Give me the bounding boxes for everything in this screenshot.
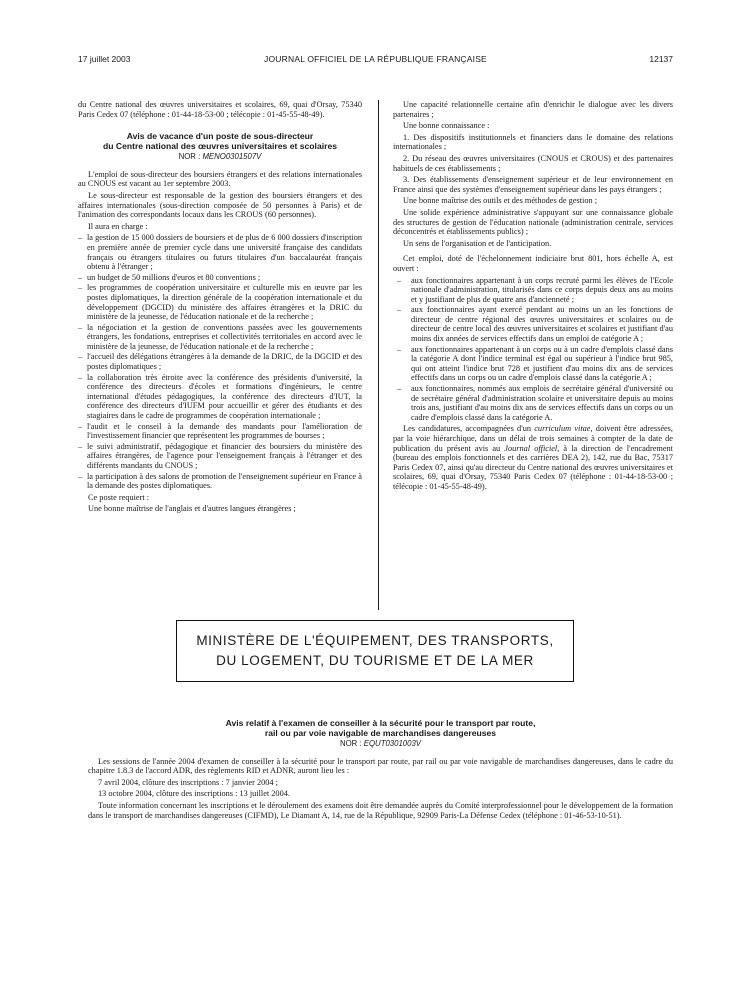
list-item: – un budget de 50 millions d'euros et 80 conventions ; [78,273,362,283]
right-column [393,100,673,494]
list-item: – aux fonctionnaires, nommés aux emplois de secrétaire général d'université ou de secrétaire général d'administration scolaire et universitaire depuis au moins trois ans, justifiant d'au moins dix ans de services effectifs dans un corps ou un cadre d'emplois classé dans la catégorie A. [397,384,673,422]
paragraph: 13 octobre 2004, clôture des inscriptions : 13 juillet 2004. [98,789,290,799]
ministry-line-1: MINISTÈRE DE L'ÉQUIPEMENT, DES TRANSPORTS, [196,633,554,648]
paragraph: 1. Des dispositifs institutionnels et financiers dans le domaine des relations internationales ; [393,132,673,152]
paragraph: 2. Du réseau des œuvres universitaires (CNOUS et CROUS) et des partenaires habituels de ces établissements ; [393,153,673,173]
duties-list [78,233,362,490]
nor-value: MENO0301507V [202,152,262,162]
eligibility-list [393,276,673,423]
avis-title-line-1: Avis relatif à l'examen de conseiller à la sécurité pour le transport par route, [225,718,536,728]
nor-reference [78,152,362,162]
paragraph: 7 avril 2004, clôture des inscriptions : 7 janvier 2004 ; [98,777,278,787]
paragraph: L'emploi de sous-directeur des boursiers étrangers et des relations internationales au CNOUS est vacant au 1er septembre 2003. [78,169,362,189]
text-run: Les candidatures, accompagnées d'un [403,424,535,434]
list-item: – la collaboration très étroite avec la conférence des présidents d'université, la conférence des directeurs d'écoles et formations d'ingénieurs, le centre international d'études pédagogiques, la conférence des directeurs d'IUT, la conférence des directeurs d'IUFM pour accueillir et gérer des étudiants et des stagiaires dans le cadre de programmes de coopération internationale ; [78,373,362,421]
ministry-heading-box [176,620,574,682]
nor-reference [88,739,673,749]
avis-title [88,718,673,738]
paragraph: Il aura en charge : [88,221,148,231]
list-item: – l'audit et le conseil à la demande des mandants pour l'amélioration de l'investissement financier que représentent les programmes de bourses ; [78,422,362,441]
list-item: – les programmes de coopération universitaire et culturelle mis en œuvre par les postes diplomatiques, la direction générale de la coopération internationale et du développement (DGCID) du ministère des affaires étrangères et la DRIC du ministère de la jeunesse, de l'éducation nationale et de la recherche ; [78,283,362,321]
journal-title: JOURNAL OFFICIEL DE LA RÉPUBLIQUE FRANÇAISE [264,54,487,64]
paragraph: Le sous-directeur est responsable de la gestion des boursiers étrangers et des affaires internationales (sous-direction composée de 50 personnes à Paris) et de l'animation des correspondants locaux dans les CROUS (60 personnes). [78,190,362,220]
paragraph: Toute information concernant les inscriptions et le déroulement des examens doit être demandée auprès du Comité interprofessionnel pour le développement de la formation dans le transport de marchandises dangereuses (CIFMD), Le Diamant A, 14, rue de la République, 92909 Paris-La Défense Cedex (téléphone : 01-46-53-10-51). [88,800,673,820]
publication-date: 17 juillet 2003 [78,54,131,64]
paragraph: Une solide expérience administrative s'appuyant sur une connaissance globale des structures de gestion de l'éducation nationale (administration centrale, services déconcentrés et établissements publics) ; [393,207,673,237]
text-run: , doivent être adressées, par la voie hiérarchique, dans un délai de trois semaines à compter de la date de publication du présent avis au [393,424,673,453]
list-item: – l'accueil des délégations étrangères à la demande de la DRIC, de la DGCID et des postes diplomatiques ; [78,352,362,371]
applications-paragraph [393,424,673,491]
paragraph: 3. Des établissements d'enseignement supérieur et de leur environnement en France ainsi que des systèmes d'enseignement supérieur dans les pays étrangers ; [393,175,673,194]
page-number: 12137 [649,54,673,64]
list-item: – la négociation et la gestion de conventions passées avec les gouvernements étrangers, les fondations, entreprises et collectivités territoriales en accord avec le ministère de la jeunesse, de l'éducation nationale et de la recherche ; [78,323,362,352]
paragraph: Une bonne maîtrise des outils et des méthodes de gestion ; [403,196,598,206]
list-item: – aux fonctionnaires appartenant à un corps ou à un cadre d'emplois classé dans la catégorie A dont l'indice terminal est égal ou supérieur à l'indice brut 985, qui ont atteint l'indice brut 728 et justifient d'au moins dix ans de services effectifs dans un corps ou un cadre d'emplois classé dans la catégorie A ; [397,345,673,383]
intro-paragraph: du Centre national des œuvres universitaires et scolaires, 69, quai d'Orsay, 75340 Paris Cedex 07 (téléphone : 01-44-18-53-00 ; télécopie : 01-45-55-48-49). [78,100,362,119]
list-item: – aux fonctionnaires appartenant à un corps recruté parmi les élèves de l'Ecole nationale d'administration, titularisés dans ce corps depuis deux ans au moins et y justifiant de plus de quatre ans d'ancienneté ; [397,276,673,305]
paragraph: Une bonne maîtrise de l'anglais et d'autres langues étrangères ; [88,504,296,514]
list-item: – la gestion de 15 000 dossiers de boursiers et de plus de 6 000 dossiers d'inscription en première année de premier cycle dans une université française des candidats français ou étrangers titulaires ou futurs titulaires d'un baccalauréat français obtenu à l'étranger ; [78,233,362,271]
paragraph: Une bonne connaissance : [403,121,490,131]
bottom-section [88,718,673,822]
ministry-line-2: DU LOGEMENT, DU TOURISME ET DE LA MER [216,653,534,668]
paragraph: Une capacité relationnelle certaine afin d'enrichir le dialogue avec les divers partenaires ; [393,100,673,119]
list-item: – aux fonctionnaires ayant exercé pendant au moins un an les fonctions de directeur de centre régional des œuvres universitaires et scolaires ou de directeur de centre local des œuvres universitaires et scolaires et justifiant d'au moins dix années de services effectifs dans un emploi de catégorie A ; [397,305,673,343]
column-divider [378,100,379,610]
avis-title-line-2: rail ou par voie navigable de marchandises dangereuses [264,728,497,738]
paragraph: Cet emploi, doté de l'échelonnement indiciaire brut 801, hors échelle A, est ouvert : [393,254,673,273]
text-run-italic: Journal officiel [504,443,558,453]
text-run-italic: curriculum vitae [534,424,591,434]
page-header [78,54,673,68]
nor-value: EQUT0301003V [363,739,422,748]
avis-title [78,131,362,151]
paragraph: Les sessions de l'année 2004 d'examen de conseiller à la sécurité pour le transport par route, par rail ou par voie navigable de marchandises dangereuses, dans le cadre du chapitre 1.8.3 de l'accord ADR, des règlements RID et ADNR, auront lieu les : [88,756,673,776]
list-item: – le suivi administratif, pédagogique et financier des boursiers du ministère des affaires étrangères, de l'agence pour l'enseignement français à l'étranger et des différents mandants du CNOUS ; [78,442,362,471]
nor-label: NOR : [178,152,203,162]
paragraph: Un sens de l'organisation et de l'anticipation. [403,238,552,248]
nor-label: NOR : [339,739,364,748]
avis-title-line-1: Avis de vacance d'un poste de sous-directeur [126,131,314,142]
avis-title-line-2: du Centre national des œuvres universitaires et scolaires [102,141,338,152]
paragraph: Ce poste requiert : [88,492,150,502]
list-item: – la participation à des salons de promotion de l'enseignement supérieur en France à la demande des postes diplomatiques. [78,472,362,491]
text-run: , à la direction de l'encadrement (bureau des emplois fonctionnels et des carrières DEA 2), 142, rue du Bac, 75317 Paris Cedex 07, ainsi qu'au directeur du Centre national des œuvres universitaires et scolaires, 69, quai d'Orsay, 75340 Paris Cedex 07 (téléphone : 01-44-18-53-00 ; télécopie : 01-45-55-48-49). [393,443,673,491]
left-column [78,100,362,516]
